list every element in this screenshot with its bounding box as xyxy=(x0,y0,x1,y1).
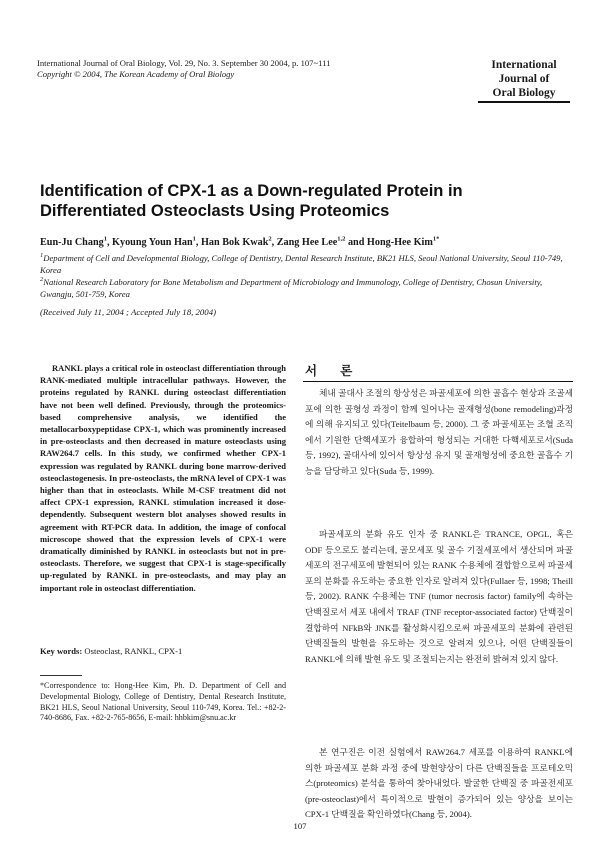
intro-paragraph-1: 체내 골대사 조절의 항상성은 파골세포에 의한 골흡수 현상과 조골세포에 의한 골형성 과정이 함께 일어나는 골재형성(bone remodeling)과정에 의해 유지되고 있다(Teitelbaum 등, 2000). 그 중 파골세포는 조혈 조직에서 기원한 단핵세포가 융합하여 형성되는 거대한 다핵세포로서(Suda 등, 1992), 골대사에 있어서 항상성 유지 및 골재형성에 중요한 골흡수 기능을 담당하고 있다(Suda 등, 1999). xyxy=(305,388,573,476)
badge-line-2: Journal of xyxy=(498,73,550,85)
affiliation-1-text: Department of Cell and Developmental Biology, College of Dentistry, Dental Research Institute, BK21 HLS, Seoul National University, Seoul 110-749, Korea xyxy=(40,253,563,275)
affiliation-2 xyxy=(40,277,570,300)
badge-line-1: International xyxy=(491,59,557,71)
page-number: 107 xyxy=(293,821,307,831)
author-name: Zang Hee Lee xyxy=(276,237,338,248)
badge-line-3: Oral Biology xyxy=(492,87,556,99)
abstract-text: RANKL plays a critical role in osteoclast differentiation through RANK-mediated multiple intracellular pathways. However, the proteins regulated by RANKL during osteoclast differentiation have not been well defined. Previously, through the proteomics-based comprehensive analysis, we identified the metallocarboxypeptidase CPX-1, which was prominently increased in pre-osteoclasts and then decreased in mature osteoclasts using RAW264.7 cells. In this study, we confirmed whether CPX-1 expression was regulated by RANKL during bone marrow-derived osteoclastogenesis. In pre-osteoclasts, the mRNA level of CPX-1 was higher than that in osteoclasts. While M-CSF treatment did not affect CPX-1 expression, RANKL stimulation increased it dose-dependently. Subsequent western blot analyses showed results in agreement with RT-PCR data. In addition, the image of confocal microscope showed that the expression levels of CPX-1 were dramatically diminished by RANKL in osteoclasts but not in pre-osteoclasts. Therefore, we suggest that CPX-1 is stage-specifically up-regulated by RANKL in pre-osteoclasts, and may play an important role in osteoclast differentiation. xyxy=(40,363,286,593)
correspondence-footnote: *Correspondence to: Hong-Hee Kim, Ph. D. Department of Cell and Developmental Biology, College of Dentistry, Dental Research Institute, BK21 HLS, Seoul National University, Seoul 110-749, Korea. Tel.: +82-2-740-8686, Fax. +82-2-765-8656, E-mail: hhbkim@snu.ac.kr xyxy=(40,681,286,723)
affiliation-1 xyxy=(40,253,570,276)
author-affiliation-marker: 1* xyxy=(432,235,440,243)
footnote-divider xyxy=(40,675,82,676)
intro-paragraph-2: 파골세포의 분화 유도 인자 중 RANKL은 TRANCE, OPGL, 혹은 ODF 등으로도 불리는데, 골모세포 및 골수 기질세포에서 생산되며 파골세포의 전구세포에 발현되어 있는 RANK 수용체에 결합함으로써 파골세포의 분화를 유도하는 중요한 인자로 알려져 있다(Fullaer 등, 1998; Theill 등, 2002). RANK 수용체는 TNF (tumor necrosis factor) family에 속하는 단백질로서 세포 내에서 TRAF (TNF receptor-associated factor) 단백질이 결합하여 NFkB와 JNK를 활성화시킴으로써 파골세포의 분화에 관련된 단백질들의 발현을 유도하는 것으로 알려져 있으나, 어떤 단백질들이 RANKL에 의해 발현 유도 및 조절되는지는 완전히 밝혀져 있지 않다. xyxy=(305,529,573,664)
author-affiliation-marker: 1 xyxy=(103,235,107,243)
keywords-list: Osteoclast, RANKL, CPX-1 xyxy=(82,646,183,656)
badge-divider xyxy=(478,101,570,103)
journal-badge xyxy=(478,58,570,100)
author-name: Han Bok Kwak xyxy=(200,237,269,248)
citation-line-1: International Journal of Oral Biology, Vol. 29, No. 3. September 30 2004, p. 107~111 xyxy=(37,58,331,68)
author-affiliation-marker: 1 xyxy=(192,235,196,243)
paper-title: Identification of CPX-1 as a Down-regulated Protein in Differentiated Osteoclasts Using Proteomics xyxy=(40,182,463,220)
intro-paragraph-3: 본 연구진은 이전 실험에서 RAW264.7 세포를 이용하여 RANKL에 의한 파골세포 분화 과정 중에 발현양상이 다른 단백질들을 프로테오믹스(proteomics) 분석을 통하여 찾아내었다. 발굴한 단백질 중 파골전세포(pre-osteoclast)에서 특이적으로 발현이 증가되어 있는 양상을 보이는 CPX-1 단백질을 확인하였다(Chang 등, 2004). xyxy=(305,747,573,820)
affiliation-2-text: National Research Laboratory for Bone Metabolism and Department of Microbiology and Immunology, College of Dentistry, Chosun University, Gwangju, 501-759, Korea xyxy=(40,277,543,299)
author-affiliation-marker: 2 xyxy=(268,235,272,243)
affiliation-1-marker: 1 xyxy=(40,252,44,260)
received-dates: (Received July 11, 2004 ; Accepted July 18, 2004) xyxy=(40,307,217,317)
keywords xyxy=(40,646,286,656)
author-name: Hong-Hee Kim xyxy=(366,237,433,248)
author-name: Eun-Ju Chang xyxy=(40,237,104,248)
journal-citation xyxy=(37,58,457,80)
citation-line-2: Copyright © 2004, The Korean Academy of Oral Biology xyxy=(37,69,235,79)
author-list: Eun-Ju Chang$^1$, Kyoung Youn Han$^1$, Han Bok Kwak$^2$, Zang Hee Lee$^{1,2}$ and Hong-Hee Kim$^{1*}$ xyxy=(40,235,440,248)
section-heading: 서 론 xyxy=(305,364,363,378)
author-name: Kyoung Youn Han xyxy=(112,237,193,248)
author-affiliation-marker: 1,2 xyxy=(337,235,346,243)
keywords-label: Key words: xyxy=(40,646,83,656)
section-heading-rule xyxy=(303,381,573,382)
affiliation-2-marker: 2 xyxy=(40,276,44,284)
